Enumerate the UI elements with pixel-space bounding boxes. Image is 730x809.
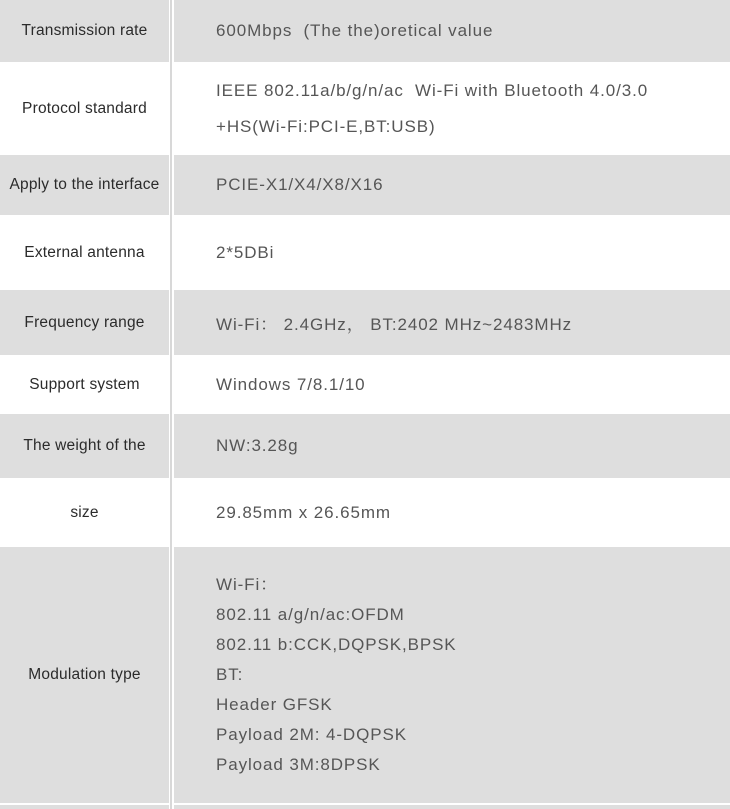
spec-value-cell — [174, 478, 730, 547]
spec-value-line: Wi-Fi： 2.4GHz， BT:2402 MHz~2483MHz — [216, 315, 573, 334]
spec-row-external-antenna — [0, 215, 730, 290]
spec-value-cell — [174, 62, 730, 155]
spec-label-cell — [0, 62, 169, 155]
spec-value-line: Payload 3M:8DPSK — [216, 755, 381, 774]
spec-label-text: External antenna — [24, 243, 145, 261]
spec-label-cell — [0, 290, 169, 355]
spec-label-text: Support system — [29, 375, 140, 393]
spec-label-cell — [0, 805, 169, 809]
spec-value-line: Windows 7/8.1/10 — [216, 374, 366, 394]
spec-value-cell — [174, 0, 730, 62]
next-row-partial-strip — [0, 805, 730, 809]
spec-value-cell — [174, 547, 730, 803]
spec-row-weight — [0, 414, 730, 478]
spec-label-text: Apply to the interface — [9, 176, 160, 193]
spec-label-cell — [0, 478, 169, 547]
spec-row-protocol-standard — [0, 62, 730, 155]
spec-value-cell — [174, 355, 730, 414]
spec-value-cell — [174, 215, 730, 290]
spec-row-modulation-type — [0, 547, 730, 803]
spec-label-cell — [0, 0, 169, 62]
spec-label-text: size — [70, 503, 99, 521]
spec-value-cell — [174, 414, 730, 478]
spec-label-text: Transmission rate — [21, 22, 148, 39]
spec-value-line: 600Mbps (The the)oretical value — [216, 21, 494, 40]
spec-row-frequency-range — [0, 290, 730, 355]
spec-row-interface — [0, 155, 730, 215]
spec-label-text: Modulation type — [28, 666, 141, 683]
spec-value-line: PCIE-X1/X4/X8/X16 — [216, 175, 384, 194]
spec-value-cell — [174, 805, 730, 809]
spec-label-text: Protocol standard — [22, 99, 147, 117]
spec-value-line: +HS(Wi-Fi:PCI-E,BT:USB) — [216, 116, 436, 136]
spec-row-size — [0, 478, 730, 547]
spec-label-text: Frequency range — [24, 313, 145, 331]
spec-value-line: 802.11 b:CCK,DQPSK,BPSK — [216, 635, 457, 654]
spec-value-cell — [174, 155, 730, 215]
spec-label-cell — [0, 215, 169, 290]
spec-value-line: 2*5DBi — [216, 242, 275, 262]
spec-label-text: The weight of the — [23, 437, 146, 454]
spec-value-line: 802.11 a/g/n/ac:OFDM — [216, 605, 405, 624]
spec-value-line: Wi-Fi： — [216, 575, 279, 594]
spec-value-line: Payload 2M: 4-DQPSK — [216, 725, 407, 744]
spec-value-cell — [174, 290, 730, 355]
spec-label-cell — [0, 355, 169, 414]
spec-value-line: 29.85mm x 26.65mm — [216, 502, 391, 522]
spec-label-cell — [0, 414, 169, 478]
spec-label-cell — [0, 547, 169, 803]
spec-row-transmission-rate — [0, 0, 730, 62]
spec-value-line: Header GFSK — [216, 695, 333, 714]
spec-row-support-system — [0, 355, 730, 414]
spec-value-line: IEEE 802.11a/b/g/n/ac Wi-Fi with Bluetooth 4.0/3.0 — [216, 80, 649, 100]
spec-label-cell — [0, 155, 169, 215]
spec-value-line: BT: — [216, 665, 244, 684]
spec-value-line: NW:3.28g — [216, 436, 299, 455]
